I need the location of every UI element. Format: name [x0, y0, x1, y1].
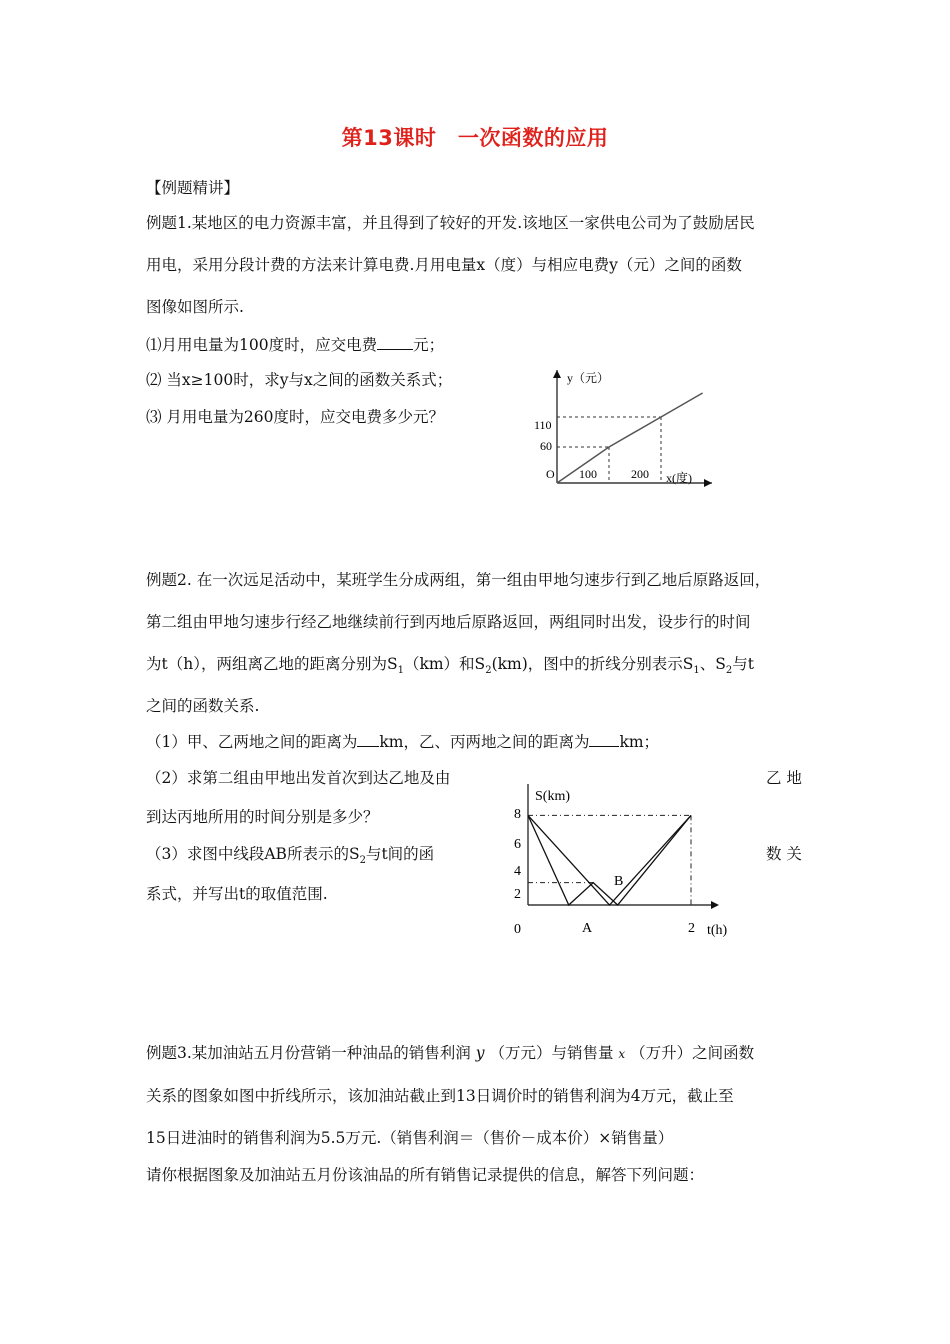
reference-lines — [528, 815, 691, 905]
s-axis-label: S(km) — [535, 789, 570, 804]
subscript: 2 — [359, 855, 366, 867]
ex2-question-2-cont: 到达丙地所用的时间分别是多少？ — [146, 808, 379, 826]
subscript: 2 — [485, 665, 492, 677]
text: （3）求图中线段AB所表示的S — [146, 845, 360, 863]
text: （万升）之间函数 — [630, 1044, 755, 1062]
t-axis-label: t(h) — [707, 923, 728, 938]
s2-line — [528, 815, 691, 905]
ex3-line-2: 关系的图象如图中折线所示，该加油站截止到13日调价时的销售利润为4万元，截止至 — [146, 1087, 734, 1105]
ex2-line-4: 之间的函数关系. — [146, 697, 260, 715]
ex1-line-2: 用电，采用分段计费的方法来计算电费.月用电量x（度）与相应电费y（元）之间的函数 — [146, 256, 742, 274]
answer-blank[interactable] — [377, 333, 413, 350]
text: km； — [619, 733, 660, 751]
ex1-line-3: 图像如图所示. — [146, 298, 244, 316]
ex2-question-2-left: （2）求第二组由甲地出发首次到达乙地及由 — [146, 769, 451, 787]
y-tick-6: 6 — [514, 837, 521, 852]
ex1-q1-text: ⑴月用电量为100度时，应交电费 — [146, 336, 378, 354]
variable-y: y — [475, 1044, 485, 1062]
text: 与t — [732, 655, 754, 673]
text: km，乙、丙两地之间的距离为 — [379, 733, 590, 751]
x-tick-200: 200 — [631, 467, 649, 481]
answer-blank[interactable] — [357, 730, 379, 747]
point-a-label: A — [582, 921, 593, 936]
subscript: 1 — [397, 665, 404, 677]
x-tick-100: 100 — [579, 467, 597, 481]
text: 例题3.某加油站五月份营销一种油品的销售利润 — [146, 1044, 471, 1062]
t-tick-2: 2 — [688, 921, 695, 936]
origin-label: 0 — [514, 922, 521, 937]
y-axis-arrow — [553, 370, 561, 378]
section-heading: 【例题精讲】 — [146, 179, 240, 197]
text: 、S — [699, 655, 726, 673]
ex3-line-3: 15日进油时的销售利润为5.5万元.（销售利润＝（售价－成本价）×销售量） — [146, 1129, 674, 1147]
subscript: 2 — [725, 665, 733, 677]
text: 与t间的函 — [365, 845, 435, 863]
ex1-chart — [520, 360, 720, 495]
s1-line — [528, 815, 691, 905]
ex2-question-3-right: 数 关 — [766, 845, 802, 863]
text: （km）和S — [403, 655, 486, 673]
t-axis-arrow — [711, 901, 719, 909]
ex1-question-1 — [146, 333, 444, 355]
ex2-line-2: 第二组由甲地匀速步行经乙地继续前行到丙地后原路返回，两组同时出发，设步行的时间 — [146, 613, 751, 631]
ex2-question-3-cont: 系式，并写出t的取值范围. — [146, 885, 328, 903]
ex2-line-1: 例题2. 在一次远足活动中，某班学生分成两组，第一组由甲地匀速步行到乙地后原路返回， — [146, 571, 771, 589]
ex1-q1-suffix: 元； — [413, 336, 445, 354]
origin-label: O — [546, 467, 555, 481]
answer-blank[interactable] — [589, 730, 619, 747]
ex2-question-3-left — [146, 844, 434, 871]
text: 为t（h），两组离乙地的距离分别为S — [146, 655, 398, 673]
x-axis-arrow — [704, 479, 712, 487]
variable-x: x — [618, 1047, 626, 1061]
text: （1）甲、乙两地之间的距离为 — [146, 733, 358, 751]
y-tick-110: 110 — [534, 418, 552, 432]
text: (km)，图中的折线分别表示S — [491, 655, 694, 673]
y-tick-60: 60 — [540, 439, 552, 453]
ex2-chart — [505, 770, 745, 945]
ex1-question-2: ⑵ 当x≥100时，求y与x之间的函数关系式； — [146, 371, 453, 389]
subscript: 1 — [693, 665, 700, 677]
page-title: 第13课时 一次函数的应用 — [341, 126, 609, 150]
ex2-question-1 — [146, 730, 659, 752]
y-tick-2: 2 — [514, 887, 521, 902]
y-tick-4: 4 — [514, 864, 521, 879]
y-axis-label: y（元） — [567, 371, 610, 385]
x-axis-label: x(度) — [666, 471, 692, 485]
ex2-line-3 — [146, 654, 754, 681]
ex1-question-3: ⑶ 月用电量为260度时，应交电费多少元？ — [146, 408, 445, 426]
ex3-line-4: 请你根据图象及加油站五月份该油品的所有销售记录提供的信息，解答下列问题： — [146, 1166, 705, 1184]
y-tick-8: 8 — [514, 807, 521, 822]
ex2-question-2-right: 乙 地 — [766, 769, 802, 787]
text: （万元）与销售量 — [489, 1044, 614, 1062]
ex1-line-1: 例题1.某地区的电力资源丰富，并且得到了较好的开发.该地区一家供电公司为了鼓励居民 — [146, 214, 755, 232]
point-b-label: B — [614, 874, 624, 889]
ex3-line-1 — [146, 1043, 754, 1064]
